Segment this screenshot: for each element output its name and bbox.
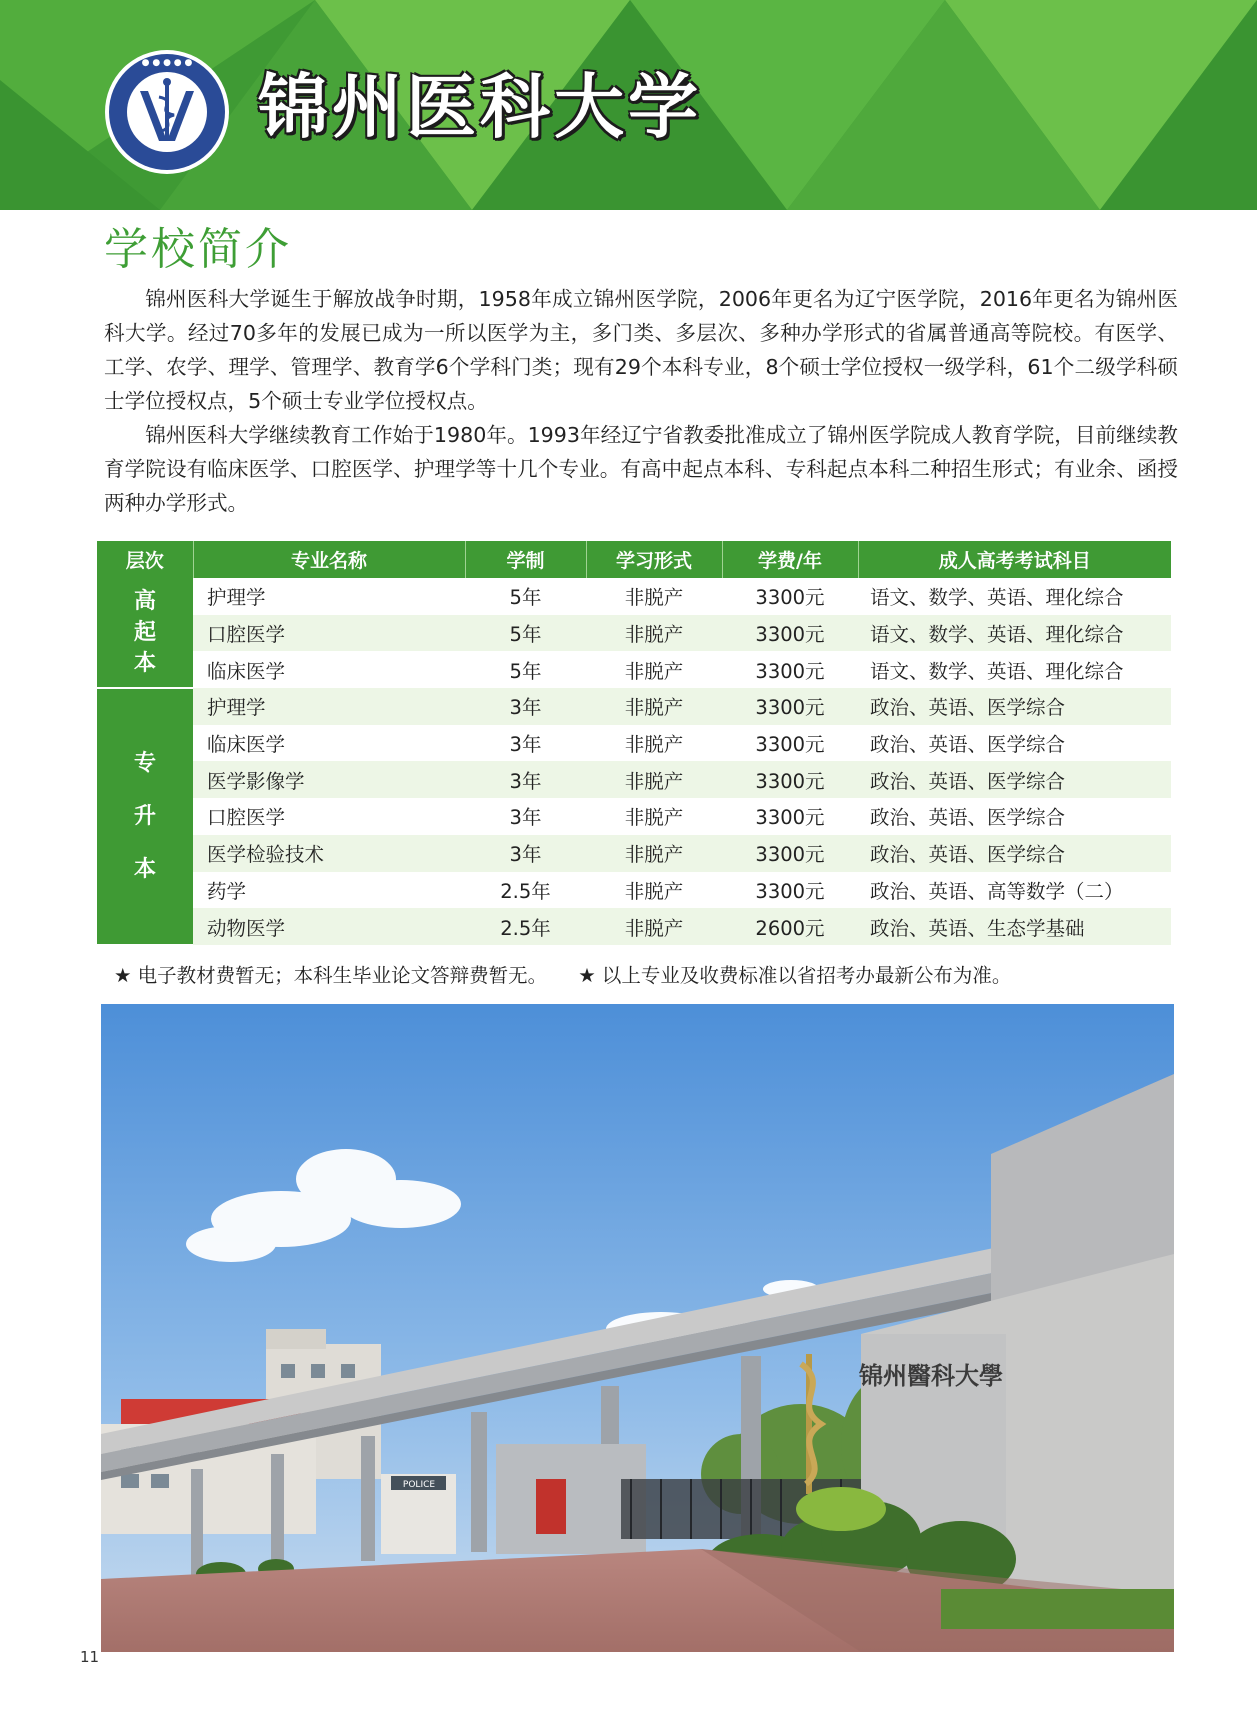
intro-text	[104, 282, 1178, 520]
header-mode: 学习形式	[586, 541, 722, 578]
campus-gate-illustration	[101, 1004, 1174, 1652]
section-title: 学校简介	[104, 224, 292, 275]
header-duration: 学制	[465, 541, 586, 578]
level-cell: 专 升 本	[97, 688, 193, 945]
guard-sign: POLICE	[402, 1480, 436, 1490]
header-subjects: 成人高考考试科目	[858, 541, 1171, 578]
gate-sign: 锦州醫科大學	[859, 1361, 1003, 1390]
table-row: 专 升 本 护理学 3年 非脱产 3300元 政治、英语、医学综合	[97, 688, 1171, 725]
table-row: 临床医学 5年 非脱产 3300元 语文、数学、英语、理化综合	[97, 651, 1171, 688]
table-row: 高 起 本 护理学 5年 非脱产 3300元 语文、数学、英语、理化综合	[97, 578, 1171, 615]
header-banner	[0, 0, 1257, 210]
table-notes	[114, 960, 1011, 988]
table-row: 动物医学 2.5年 非脱产 2600元 政治、英语、生态学基础	[97, 908, 1171, 945]
table-row: 口腔医学 5年 非脱产 3300元 语文、数学、英语、理化综合	[97, 615, 1171, 652]
header-fee: 学费/年	[722, 541, 858, 578]
majors-table	[97, 541, 1171, 946]
note-item: ★ 电子教材费暂无；本科生毕业论文答辩费暂无。	[114, 964, 548, 987]
university-seal-icon	[104, 49, 230, 175]
university-name: 锦州医科大学	[258, 66, 702, 148]
table-row: 临床医学 3年 非脱产 3300元 政治、英语、医学综合	[97, 725, 1171, 762]
header-major: 专业名称	[193, 541, 465, 578]
table-row: 医学影像学 3年 非脱产 3300元 政治、英语、医学综合	[97, 761, 1171, 798]
campus-gate-photo	[101, 1004, 1174, 1652]
intro-paragraph: 锦州医科大学诞生于解放战争时期，1958年成立锦州医学院，2006年更名为辽宁医学院，2016年更名为锦州医科大学。经过70多年的发展已成为一所以医学为主，多门类、多层次、多种办学形式的省属普通高等院校。有医学、工学、农学、理学、管理学、教育学6个学科门类；现有29个本科专业，8个硕士学位授权一级学科，61个二级学科硕士学位授权点，5个硕士专业学位授权点。	[104, 287, 1178, 413]
note-item: ★ 以上专业及收费标准以省招考办最新公布为准。	[578, 964, 1012, 987]
page-number: 11	[80, 1648, 100, 1666]
level-cell: 高 起 本	[97, 578, 193, 688]
svg-text:● ● ● ● ●: ● ● ● ● ●	[141, 58, 193, 68]
table-row: 药学 2.5年 非脱产 3300元 政治、英语、高等数学（二）	[97, 872, 1171, 909]
table-row: 口腔医学 3年 非脱产 3300元 政治、英语、医学综合	[97, 798, 1171, 835]
table-row: 医学检验技术 3年 非脱产 3300元 政治、英语、医学综合	[97, 835, 1171, 872]
table-header-row	[97, 541, 1171, 578]
intro-paragraph: 锦州医科大学继续教育工作始于1980年。1993年经辽宁省教委批准成立了锦州医学院成人教育学院，目前继续教育学院设有临床医学、口腔医学、护理学等十几个专业。有高中起点本科、专科起点本科二种招生形式；有业余、函授两种办学形式。	[104, 423, 1178, 515]
header-level: 层次	[97, 541, 193, 578]
